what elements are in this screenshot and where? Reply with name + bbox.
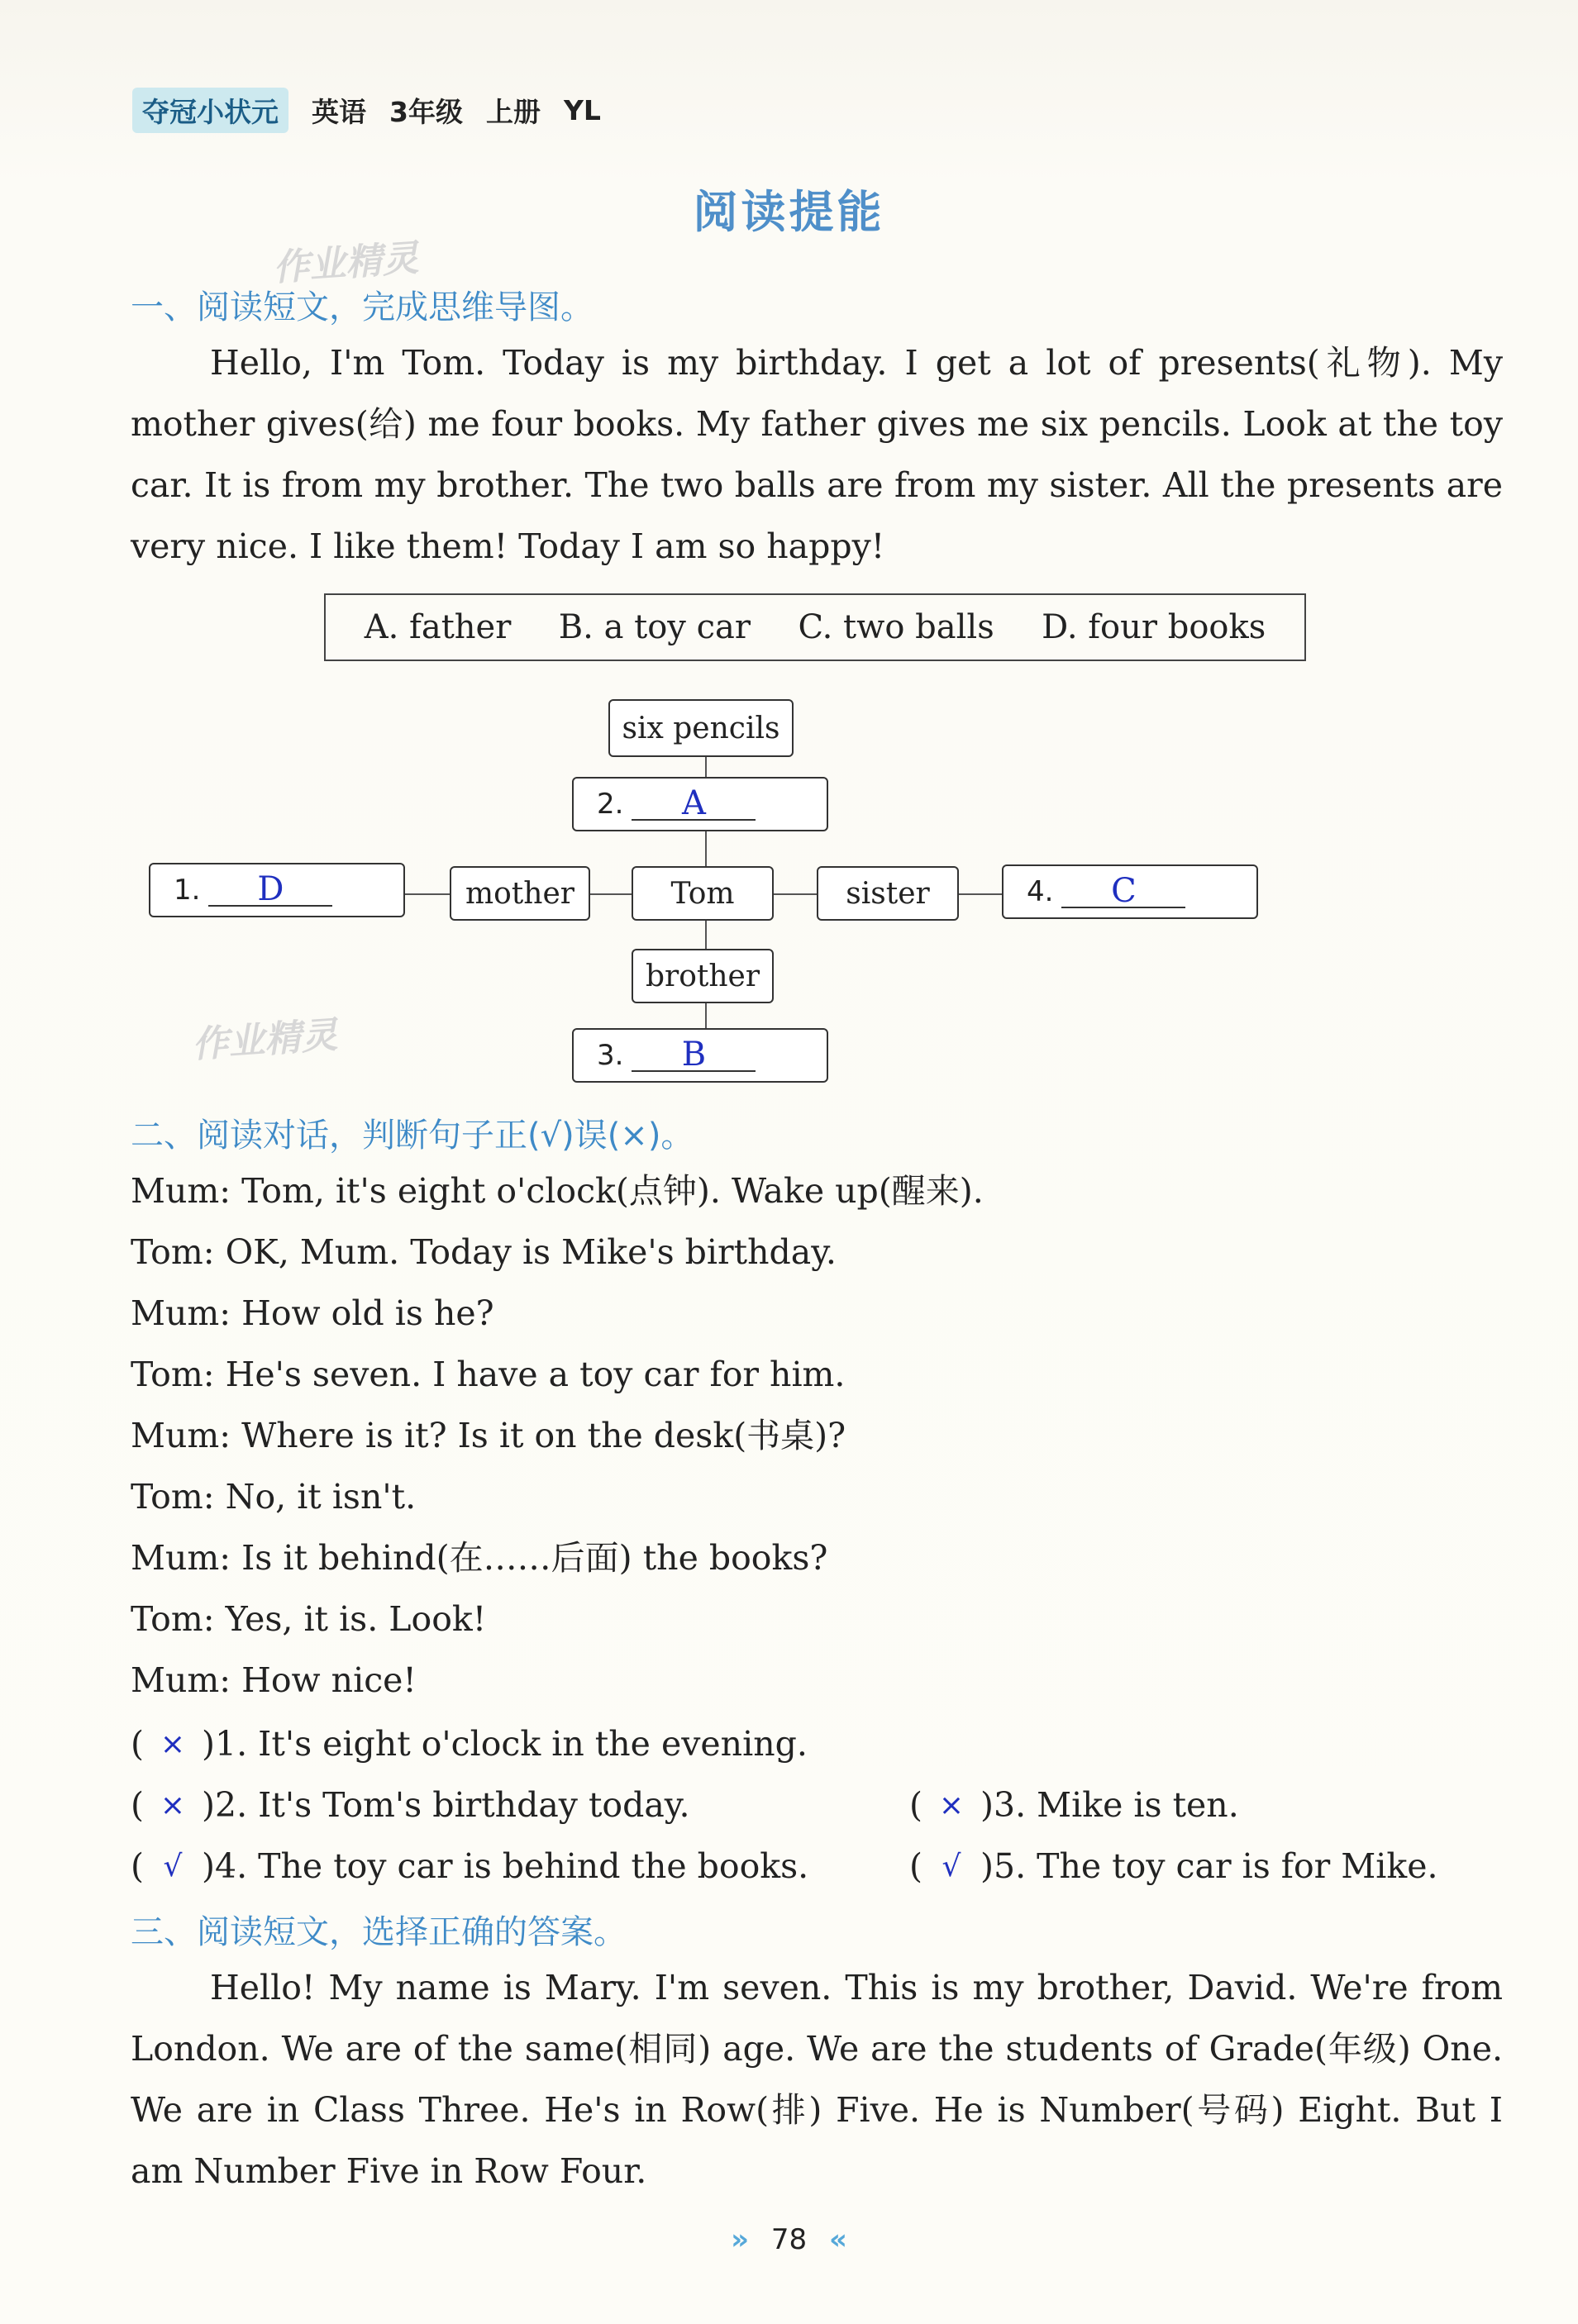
dialogue-line: Tom: No, it isn't.	[131, 1477, 417, 1517]
connector-line	[405, 893, 450, 895]
connector-line	[774, 893, 817, 895]
mind-map	[0, 0, 1578, 1099]
section1-passage: Hello, I'm Tom. Today is my birthday. I get a lot of presents(礼物). My mother gives(给) me four books. My father gives me six pencils. Look at the toy car. It is from my brother. The two balls are from my sister. All the presents are very nice. I like them! Today I am so happy!	[131, 343, 1503, 566]
dialogue-line: Mum: Tom, it's eight o'clock(点钟). Wake up(醒来).	[131, 1171, 984, 1211]
dialogue-line: Mum: Where is it? Is it on the desk(书桌)?	[131, 1416, 846, 1455]
connector-line	[705, 831, 707, 868]
node-top: six pencils	[608, 699, 794, 757]
node-right: sister	[817, 866, 959, 921]
dialogue-line: Mum: How nice!	[131, 1660, 417, 1700]
option-c: C. two balls	[798, 608, 994, 646]
option-a: A. father	[364, 608, 512, 646]
dialogue-line: Tom: OK, Mum. Today is Mike's birthday.	[131, 1232, 837, 1272]
dialogue-line: Mum: Is it behind(在……后面) the books?	[131, 1538, 828, 1578]
answer-4: C	[1061, 875, 1185, 908]
chevron-left-icon: «	[828, 2223, 847, 2256]
node-bottom: brother	[632, 949, 774, 1003]
subject-label: 英语	[312, 95, 366, 128]
page-number: 78	[770, 2223, 808, 2256]
connector-line	[959, 893, 1002, 895]
section1-heading: 一、阅读短文，完成思维导图。	[131, 288, 594, 326]
connector-line	[590, 893, 632, 895]
answer-slot-2: 2. A	[572, 777, 828, 831]
answer-slot-3: 3. B	[572, 1028, 828, 1083]
answer-slot-1: 1. D	[149, 863, 405, 917]
answer-2: A	[632, 788, 756, 821]
watermark: 作业精灵	[190, 1013, 339, 1067]
node-left: mother	[450, 866, 590, 921]
judge-mark-5: √	[942, 1849, 961, 1883]
judge-mark-3: ×	[938, 1788, 965, 1822]
section3-heading: 三、阅读短文，选择正确的答案。	[131, 1913, 627, 1951]
judge-item-2: ( × )2. It's Tom's birthday today.	[131, 1785, 690, 1825]
edition-label: YL	[563, 93, 601, 126]
dialogue-line: Tom: Yes, it is. Look!	[131, 1599, 487, 1639]
grade-label: 3年级	[389, 95, 463, 128]
page-footer	[0, 2223, 1578, 2256]
section2-heading: 二、阅读对话，判断句子正(√)误(×)。	[131, 1117, 694, 1155]
judge-item-5: ( √ )5. The toy car is for Mike.	[909, 1846, 1438, 1886]
judge-mark-4: √	[163, 1849, 183, 1883]
dialogue-line: Mum: How old is he?	[131, 1293, 494, 1333]
watermark: 作业精灵	[271, 236, 420, 290]
answer-1: D	[208, 874, 332, 907]
judge-mark-1: ×	[160, 1726, 186, 1761]
connector-line	[705, 1003, 707, 1030]
judge-item-1: ( × )1. It's eight o'clock in the evening.	[131, 1724, 808, 1764]
option-b: B. a toy car	[558, 608, 751, 646]
dialogue-line: Tom: He's seven. I have a toy car for him.	[131, 1355, 846, 1394]
connector-line	[705, 921, 707, 950]
judge-mark-2: ×	[160, 1788, 186, 1822]
answer-slot-4: 4. C	[1002, 864, 1258, 919]
judge-item-4: ( √ )4. The toy car is behind the books.	[131, 1846, 809, 1886]
section3-passage: Hello! My name is Mary. I'm seven. This is my brother, David. We're from London. We are of the same(相同) age. We are the students of Grade(年级) One. We are in Class Three. He's in Row(排) Five. He is Number(号码) Eight. But I am Number Five in Row Four.	[131, 1968, 1504, 2191]
judge-item-3: ( × )3. Mike is ten.	[909, 1785, 1239, 1825]
brand-badge: 夺冠小状元	[132, 88, 288, 133]
page-title: 阅读提能	[693, 186, 885, 238]
volume-label: 上册	[485, 95, 541, 128]
chevron-right-icon: »	[731, 2223, 750, 2256]
answer-3: B	[632, 1039, 756, 1072]
option-d: D. four books	[1042, 608, 1266, 646]
node-center: Tom	[632, 866, 774, 921]
